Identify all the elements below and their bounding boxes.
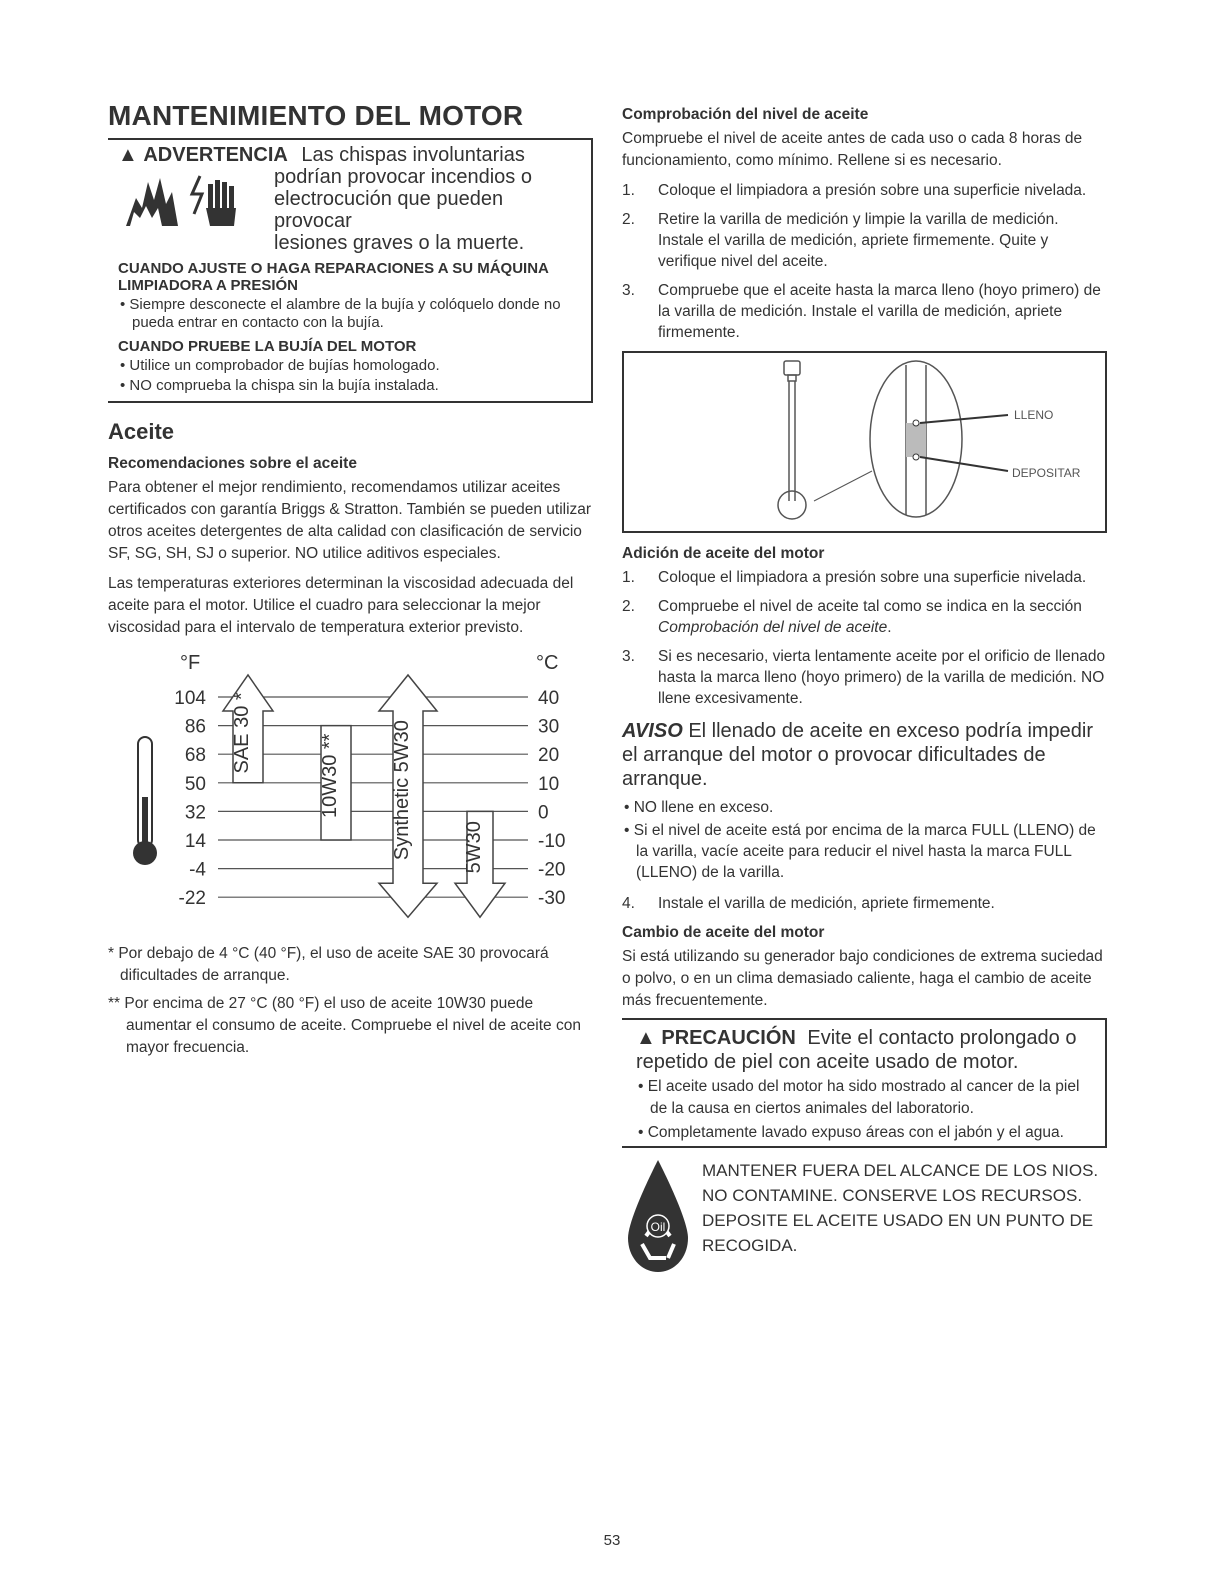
- left-column: [108, 100, 593, 1059]
- celsius-tick-6: -20: [538, 859, 566, 881]
- caution-bullet-1: • El aceite usado del motor ha sido mostrado al cancer de la piel de la causa en ciertos animales del laboratorio.: [638, 1078, 1080, 1117]
- celsius-tick-4: 0: [538, 802, 549, 824]
- oil-change-heading: Cambio de aceite del motor: [622, 924, 825, 941]
- add-step-2: 2. Compruebe el nivel de aceite tal como se indica en la sección Comprobación del nivel de aceite.: [622, 598, 1082, 636]
- caution-tag: PRECAUCIÓN: [661, 1027, 796, 1049]
- warning-text-block: [274, 166, 583, 254]
- warning-subheading-1: CUANDO AJUSTE O HAGA REPARACIONES A SU MÁQUINA LIMPIADORA A PRESIÓN: [118, 260, 549, 294]
- celsius-tick-3: 10: [538, 773, 560, 795]
- fahrenheit-label: °F: [180, 652, 201, 674]
- celsius-label: °C: [536, 652, 559, 674]
- add-mark-label: DEPOSITAR: [1012, 466, 1081, 480]
- check-step-2: 2. Retire la varilla de medición y limpie la varilla de medición. Instale el varilla de medición, apriete firmemente. Quite y verifique nivel del aceite.: [622, 211, 1059, 270]
- warning-box: [108, 138, 593, 403]
- page-number: 53: [603, 1532, 621, 1549]
- notice: [622, 719, 1107, 791]
- notice-tag: AVISO: [622, 720, 683, 742]
- dipstick-illustration: [624, 353, 1105, 527]
- aceite-heading: Aceite: [108, 419, 175, 444]
- temperature-paragraph: Las temperaturas exteriores determinan la viscosidad adecuada del aceite para el motor. Utilice el cuadro para seleccionar la mejor viscosidad para el intervalo de temperatura exterior previsto.: [108, 575, 574, 636]
- warning-triangle-icon: ▲: [118, 144, 138, 166]
- fahrenheit-tick-0: 104: [174, 688, 206, 709]
- warning-header: [118, 144, 583, 166]
- oil-check-heading: Comprobación del nivel de aceite: [622, 106, 869, 123]
- celsius-tick-5: -10: [538, 831, 566, 852]
- warning-tag: ADVERTENCIA: [143, 144, 288, 166]
- notice-text: El llenado de aceite en exceso podría impedir el arranque del motor o provocar dificultades de arranque.: [622, 720, 1094, 790]
- oil-label-1: 10W30 **: [319, 733, 341, 819]
- oil-change-text: Si está utilizando su generador bajo condiciones de extrema suciedad o polvo, o en un clima demasiado caliente, haga el cambio de aceite más frecuentemente.: [622, 948, 1103, 1009]
- fahrenheit-tick-6: -4: [189, 859, 206, 881]
- warning-subheading-2: CUANDO PRUEBE LA BUJÍA DEL MOTOR: [118, 338, 417, 355]
- celsius-tick-1: 30: [538, 716, 560, 738]
- warning-text-4: lesiones graves o la muerte.: [274, 232, 525, 254]
- dipstick-figure: [622, 351, 1107, 533]
- caution-bullet-2: • Completamente lavado expuso áreas con el jabón y el agua.: [638, 1124, 1064, 1141]
- right-column: [622, 100, 1107, 1274]
- caution-box: [622, 1018, 1107, 1148]
- add-step-4: 4. Instale el varilla de medición, apriete firmemente.: [622, 895, 995, 912]
- recycle-text: [702, 1158, 1098, 1274]
- fahrenheit-tick-5: 14: [184, 831, 206, 852]
- recycle-line-2: NO CONTAMINE. CONSERVE LOS RECURSOS.: [702, 1186, 1083, 1205]
- thermometer-icon: [133, 737, 157, 865]
- warning-bullet-1: • Siempre desconecte el alambre de la bujía y colóquelo donde no pueda entrar en contacto con la bujía.: [120, 296, 561, 331]
- warning-text-3: electrocución que pueden provocar: [274, 188, 504, 232]
- oil-label-2: Synthetic 5W30: [391, 720, 413, 861]
- warning-text-1: Las chispas involuntarias: [301, 144, 525, 166]
- recycle-line-4: RECOGIDA.: [702, 1236, 798, 1255]
- note-sae30: * Por debajo de 4 °C (40 °F), el uso de aceite SAE 30 provocará dificultades de arranque.: [108, 945, 549, 984]
- celsius-tick-0: 40: [538, 688, 560, 709]
- hand-icon: [206, 208, 236, 226]
- warning-bullet-3: • NO comprueba la chispa sin la bujía instalada.: [120, 377, 439, 394]
- fahrenheit-tick-7: -22: [178, 888, 206, 910]
- oil-check-intro: Compruebe el nivel de aceite antes de cada uso o cada 8 horas de funcionamiento, como mínimo. Rellene si es necesario.: [622, 130, 1083, 169]
- fahrenheit-tick-4: 32: [184, 802, 206, 824]
- oil-icon-label: Oil: [650, 1220, 666, 1234]
- oil-recommendations-heading: Recomendaciones sobre el aceite: [108, 455, 357, 472]
- caution-header: [636, 1026, 1097, 1074]
- note-10w30: ** Por encima de 27 °C (80 °F) el uso de aceite 10W30 puede aumentar el consumo de aceite. Compruebe el nivel de aceite con mayor frecuencia.: [108, 995, 581, 1056]
- page-title: MANTENIMIENTO DEL MOTOR: [108, 100, 524, 131]
- oil-recycle-icon: [622, 1158, 694, 1274]
- check-step-1: 1. Coloque el limpiadora a presión sobre una superficie nivelada.: [622, 182, 1087, 199]
- caution-text: Evite el contacto prolongado o repetido de piel con aceite usado de motor.: [636, 1027, 1077, 1073]
- add-step-3: 3. Si es necesario, vierta lentamente aceite por el orificio de llenado hasta la marca lleno (hoyo primero) de la varilla de medición. NO llene excesivamente.: [622, 648, 1106, 707]
- add-bullet-1: • NO llene en exceso.: [624, 799, 774, 816]
- check-step-3: 3. Compruebe que el aceite hasta la marca lleno (hoyo primero) de la varilla de medición. Instale el varilla de medición, apriete firmemente.: [622, 282, 1101, 341]
- warning-text-2: podrían provocar incendios o: [274, 166, 532, 188]
- fire-shock-icon: [116, 168, 266, 230]
- celsius-tick-2: 20: [538, 745, 560, 767]
- oil-label-0: SAE 30 *: [231, 692, 253, 774]
- add-step-1: 1. Coloque el limpiadora a presión sobre una superficie nivelada.: [622, 569, 1087, 586]
- oil-recommendations-paragraph: Para obtener el mejor rendimiento, recomendamos utilizar aceites certificados con garantía Briggs & Stratton. También se pueden utilizar otros aceites detergentes de alta calidad con clasificación de servicio SF, SG, SH, SJ o superior. NO utilice aditivos especiales.: [108, 479, 592, 562]
- fahrenheit-tick-1: 86: [184, 716, 206, 738]
- shock-icon: [192, 176, 202, 214]
- viscosity-chart: [108, 647, 593, 937]
- add-bullet-2: • Si el nivel de aceite está por encima de la marca FULL (LLENO) de la varilla, vacíe aceite para reducir el nivel hasta la marca FULL (LLENO) de la varilla.: [624, 822, 1096, 881]
- warning-bullet-2: • Utilice un comprobador de bujías homologado.: [120, 357, 440, 374]
- oil-add-heading: Adición de aceite del motor: [622, 545, 825, 562]
- full-mark-label: LLENO: [1014, 408, 1054, 422]
- fahrenheit-tick-3: 50: [184, 773, 206, 795]
- caution-triangle-icon: ▲: [636, 1027, 656, 1049]
- oil-label-3: 5W30: [463, 821, 485, 874]
- recycle-line-3: DEPOSITE EL ACEITE USADO EN UN PUNTO DE: [702, 1211, 1094, 1230]
- celsius-tick-7: -30: [538, 888, 566, 910]
- recycle-notice: [622, 1158, 1107, 1274]
- fahrenheit-tick-2: 68: [184, 745, 206, 767]
- recycle-line-1: MANTENER FUERA DEL ALCANCE DE LOS NIOS.: [702, 1161, 1099, 1180]
